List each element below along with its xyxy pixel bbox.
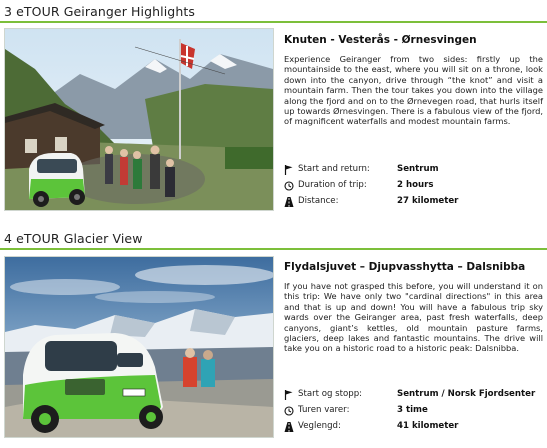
flag-icon: [284, 164, 294, 176]
tour-title-4: Flydalsjuvet – Djupvasshytta – Dalsnibba: [284, 261, 526, 273]
section-divider-3: [0, 21, 547, 23]
section-divider-4: [0, 248, 547, 250]
info-row-start: [284, 164, 547, 177]
clock-icon: [284, 405, 294, 417]
photo-glacier-view: [4, 256, 274, 438]
info-value: 27 kilometer: [397, 196, 459, 206]
info-label: Start og stopp:: [298, 389, 363, 399]
tour-description-3: Experience Geiranger from two sides: firstly up the mountainside to the east, where you will sit on a throne, look down into the canyon, drive through “the knot” and visit a mountain farm. Then the tour takes you down into the village along the fjord and on to the Ørnevegen road, that hurls itself up towards Ørnesvingen. There is a fabulous view of the fjord, of magnificent waterfalls and modest mountain farms.: [284, 54, 543, 127]
road-icon: [284, 196, 294, 208]
clock-icon: [284, 180, 294, 192]
flag-icon: [284, 389, 294, 401]
info-label: Duration of trip:: [298, 180, 367, 190]
info-row-duration: [284, 180, 547, 193]
section-heading-3: 3 eTOUR Geiranger Highlights: [4, 4, 195, 19]
info-row-duration: [284, 405, 547, 418]
section-heading-4: 4 eTOUR Glacier View: [4, 231, 143, 246]
info-value: Sentrum: [397, 164, 439, 174]
road-icon: [284, 421, 294, 433]
tour-title-3: Knuten - Vesterås - Ørnesvingen: [284, 34, 477, 46]
tour-description-4: If you have not grasped this before, you will understand it on this trip: We have only two "cardinal directions" in this area and that is up and down! You will have a fabulous trip sky wards over the Geiranger area, past fresh waterfalls, deep canyons, giant’s kettles, old mountain pasture farms, glaciers, deep lakes and fantastic mountains. The drive will take you on a historic road to a historic peak: Dalsnibba.: [284, 281, 543, 354]
info-value: 3 time: [397, 405, 428, 415]
photo-geiranger-highlights: [4, 28, 274, 211]
info-row-distance: [284, 421, 547, 434]
info-value: Sentrum / Norsk Fjordsenter: [397, 389, 536, 399]
info-label: Turen varer:: [298, 405, 350, 415]
info-label: Distance:: [298, 196, 339, 206]
info-label: Veglengd:: [298, 421, 341, 431]
info-row-distance: [284, 196, 547, 209]
info-value: 41 kilometer: [397, 421, 459, 431]
info-value: 2 hours: [397, 180, 434, 190]
info-row-start: [284, 389, 547, 402]
info-label: Start and return:: [298, 164, 370, 174]
